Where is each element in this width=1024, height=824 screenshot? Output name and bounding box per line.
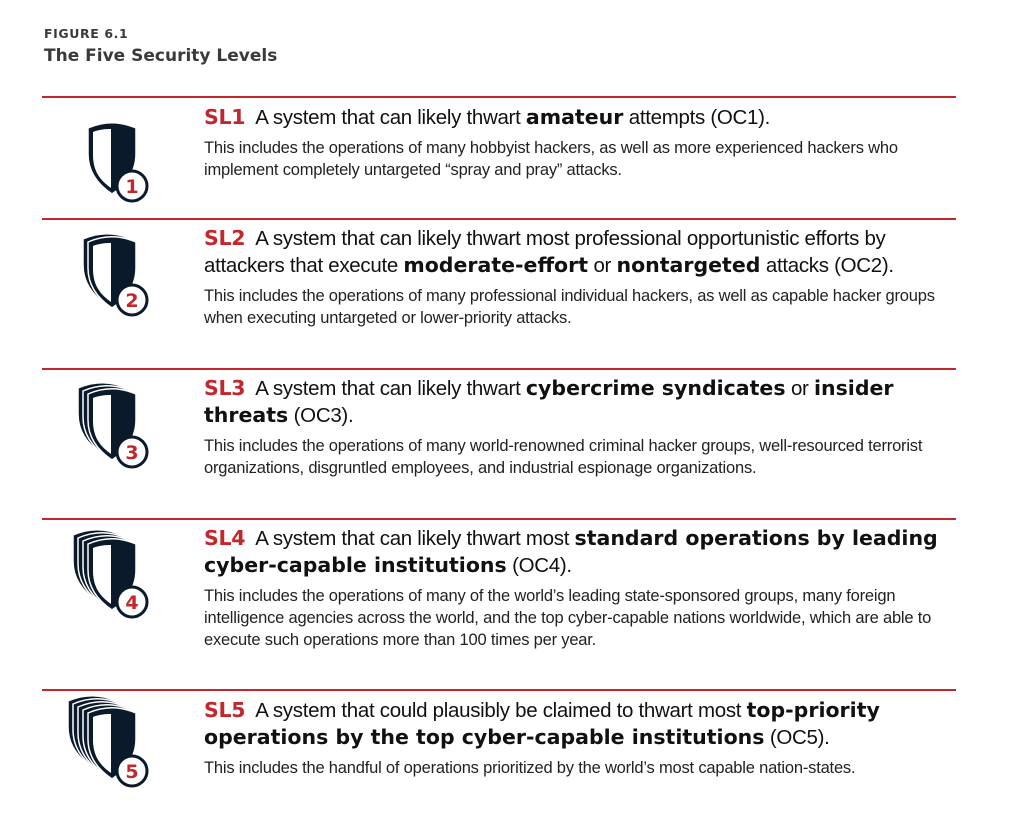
heading-text: attacks (OC2). bbox=[760, 254, 894, 277]
level-description: This includes the operations of many world-renowned criminal hacker groups, well-resourced terrorist organizations, disgruntled employees, and industrial espionage organizations. bbox=[204, 437, 923, 477]
divider bbox=[42, 218, 956, 220]
level-code: SL1 bbox=[204, 105, 246, 129]
level-badge-number: 5 bbox=[125, 761, 139, 783]
heading-emphasis: insider threats bbox=[204, 376, 894, 427]
heading-text: A system that can likely thwart most bbox=[255, 527, 575, 550]
level-code: SL2 bbox=[204, 226, 246, 250]
heading-text: A system that can likely thwart bbox=[255, 377, 526, 400]
shield-stack bbox=[60, 114, 170, 214]
heading-text: (OC5). bbox=[764, 726, 830, 749]
level-description: This includes the operations of many of the world’s leading state-sponsored groups, many foreign intelligence agencies across the world, and the top cyber-capable nations worldwide, which are able to execute such operations more than 100 times per year. bbox=[204, 587, 932, 649]
heading-text: A system that can likely thwart most professional opportunistic efforts by attackers that execute bbox=[204, 227, 886, 277]
level-code: SL3 bbox=[204, 376, 246, 400]
heading-text: or bbox=[785, 377, 814, 400]
heading-body bbox=[204, 227, 894, 277]
level-description: This includes the handful of operations prioritized by the world’s most capable nation-states. bbox=[204, 759, 856, 777]
level-heading bbox=[204, 375, 964, 429]
level-description: This includes the operations of many hobbyist hackers, as well as more experienced hackers who implement completely untargeted “spray and pray” attacks. bbox=[204, 139, 898, 179]
level-text bbox=[204, 697, 964, 779]
heading-text: A system that could plausibly be claimed to thwart most bbox=[255, 699, 747, 722]
level-heading bbox=[204, 525, 964, 579]
figure-label: FIGURE 6.1 bbox=[44, 26, 129, 41]
level-text bbox=[204, 525, 964, 651]
heading-text: attempts (OC1). bbox=[623, 106, 771, 129]
level-heading bbox=[204, 104, 964, 131]
level-badge-number: 2 bbox=[125, 290, 139, 312]
divider bbox=[42, 689, 956, 691]
heading-emphasis: moderate-effort bbox=[403, 253, 589, 277]
heading-body bbox=[204, 377, 894, 427]
heading-body bbox=[204, 527, 938, 577]
heading-text: (OC3). bbox=[288, 404, 354, 427]
level-code: SL5 bbox=[204, 698, 246, 722]
shield-stack bbox=[60, 699, 170, 799]
level-badge-number: 4 bbox=[125, 592, 139, 614]
shield-stack bbox=[60, 530, 170, 630]
level-text bbox=[204, 104, 964, 181]
heading-emphasis: nontargeted bbox=[616, 253, 761, 277]
shield-stack bbox=[60, 228, 170, 328]
level-description: This includes the operations of many professional individual hackers, as well as capable hacker groups when executing untargeted or lower-priority attacks. bbox=[204, 287, 935, 327]
heading-emphasis: top-priority operations by the top cyber-capable institutions bbox=[204, 698, 880, 749]
heading-emphasis: cybercrime syndicates bbox=[525, 376, 786, 400]
level-badge-number: 1 bbox=[125, 176, 139, 198]
heading-emphasis: amateur bbox=[525, 105, 624, 129]
shield-icon bbox=[60, 228, 170, 328]
level-heading bbox=[204, 697, 964, 751]
shield-icon bbox=[60, 380, 170, 480]
divider bbox=[42, 518, 956, 520]
figure-title: The Five Security Levels bbox=[44, 46, 278, 66]
heading-text: (OC4). bbox=[506, 554, 572, 577]
shield-icon bbox=[60, 114, 170, 214]
shield-icon bbox=[60, 699, 170, 799]
heading-text: or bbox=[588, 254, 617, 277]
level-text bbox=[204, 225, 964, 329]
heading-emphasis: standard operations by leading cyber-capable institutions bbox=[204, 526, 938, 577]
level-code: SL4 bbox=[204, 526, 246, 550]
level-badge-number: 3 bbox=[125, 442, 139, 464]
level-text bbox=[204, 375, 964, 479]
divider bbox=[42, 368, 956, 370]
heading-body bbox=[255, 106, 770, 129]
heading-body bbox=[204, 699, 880, 749]
level-heading bbox=[204, 225, 964, 279]
shield-stack bbox=[60, 380, 170, 480]
shield-icon bbox=[60, 530, 170, 630]
divider bbox=[42, 96, 956, 98]
heading-text: A system that can likely thwart bbox=[255, 106, 526, 129]
